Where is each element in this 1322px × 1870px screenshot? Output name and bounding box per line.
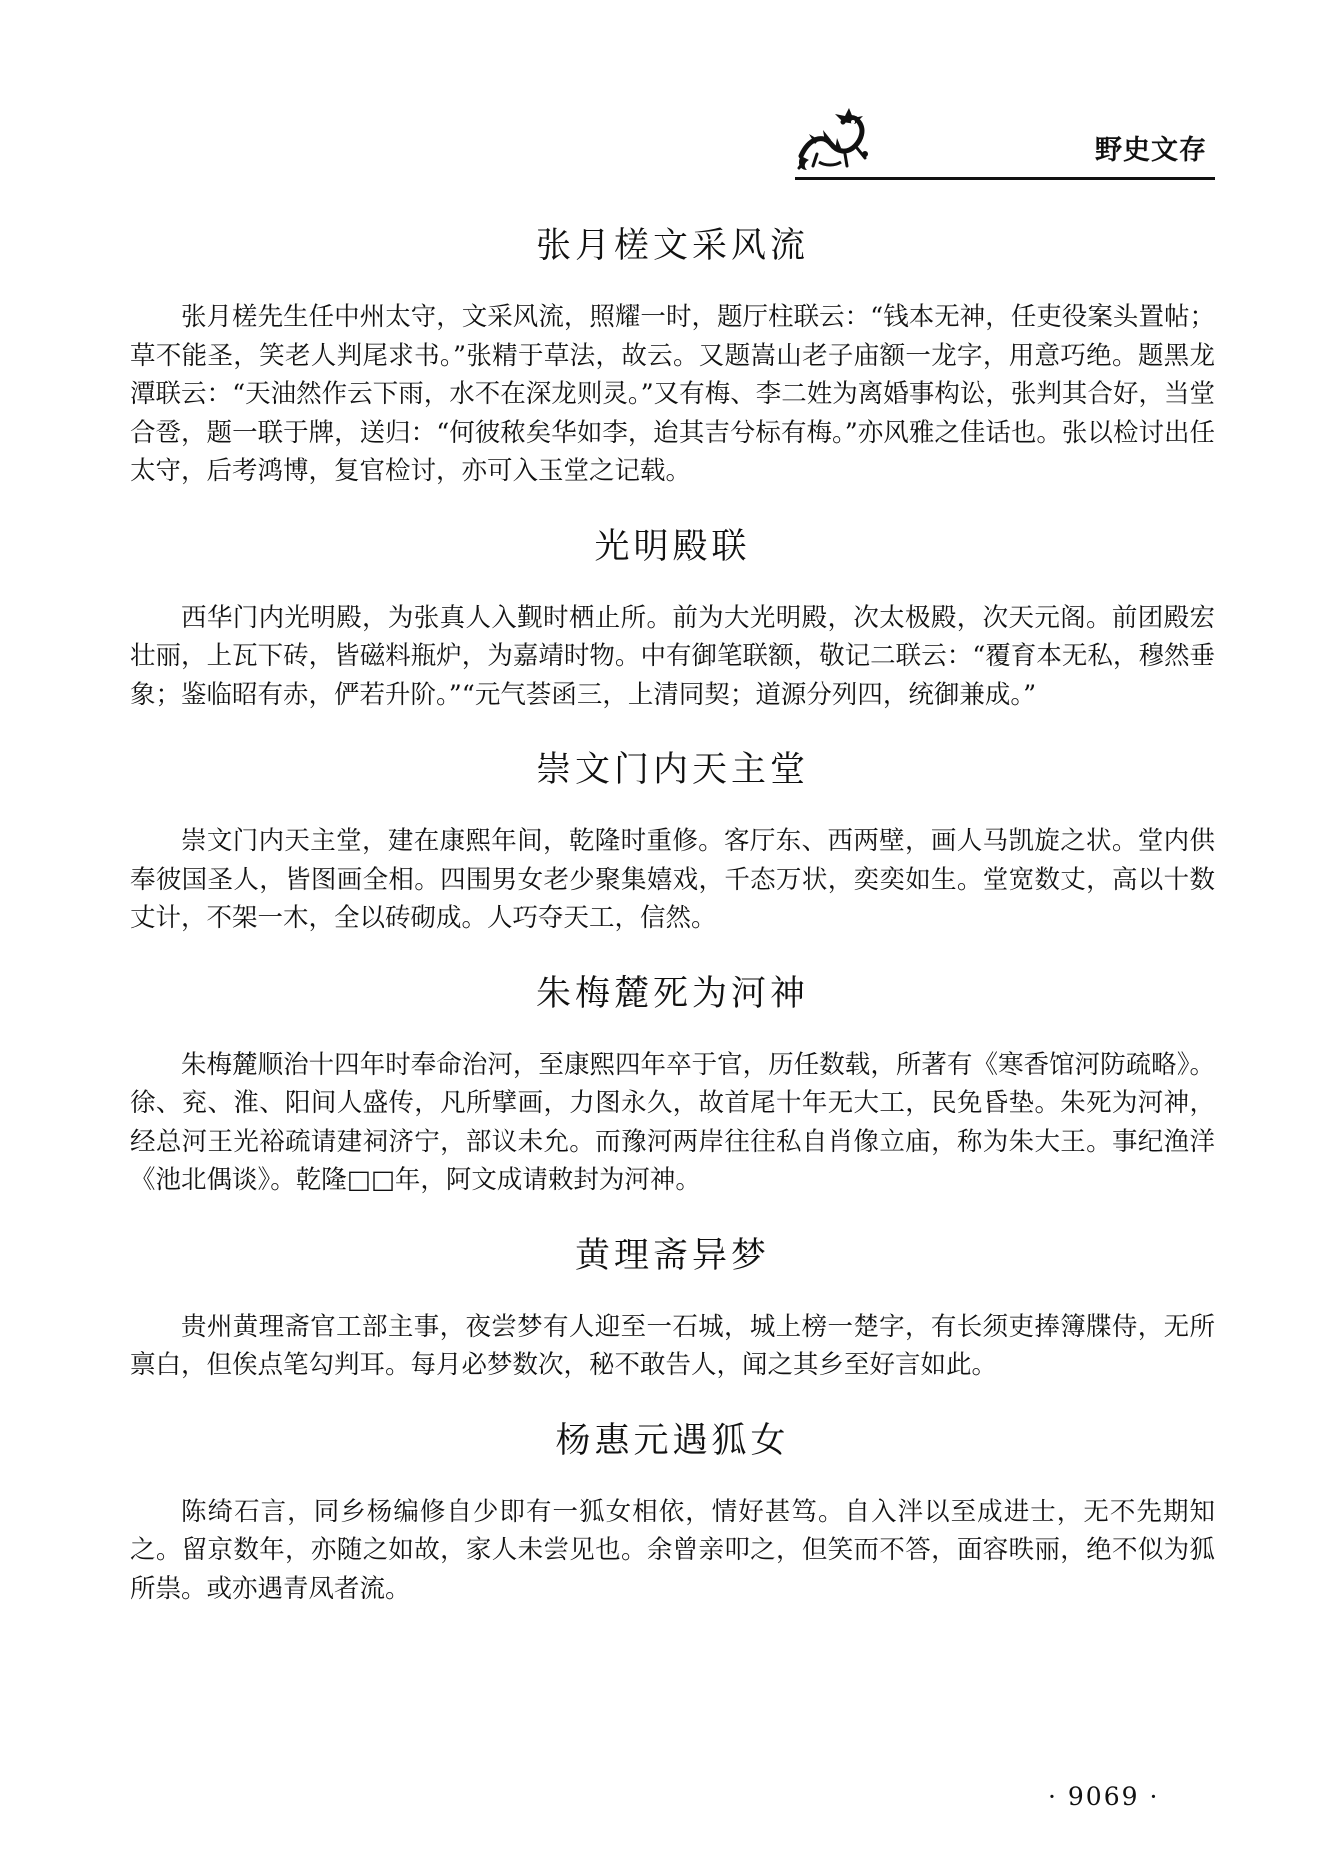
section-body-yang-huiyuan: 陈绮石言，同乡杨编修自少即有一狐女相依，情好甚笃。自入泮以至成进士，无不先期知之。留京数年，亦随之如故，家人未尝见也。余曾亲叩之，但笑而不答，面容昳丽，绝不似为狐所祟。或亦遇青凤者流。 xyxy=(130,1496,1215,1604)
section-body-zhang-yuecha: 张月槎先生任中州太守，文采风流，照耀一时，题厅柱联云：“钱本无神，任吏役案头置帖；草不能圣，笑老人判尾求书。”张精于草法，故云。又题嵩山老子庙额一龙字，用意巧绝。题黑龙潭联云：“天油然作云下雨，水不在深龙则灵。”又有梅、李二姓为离婚事构讼，张判其合好，当堂合卺，题一联于牌，送归：“何彼秾矣华如李，迨其吉兮标有梅。”亦风雅之佳话也。张以检讨出任太守，后考鸿博，复官检讨，亦可入玉堂之记载。 xyxy=(130,302,1215,486)
section-title-zhang-yuecha: 张月槎文采风流 xyxy=(535,226,809,266)
section-title-guangming-hall: 光明殿联 xyxy=(594,526,751,567)
section-body-zhu-meilu: 朱梅麓顺治十四年时奉命治河，至康熙四年卒于官，历任数载，所著有《寒香馆河防疏略》。徐、兖、淮、阳间人盛传，凡所擘画，力图永久，故首尾十年无大工，民免昏垫。朱死为河神，经总河王光裕疏请建祠济宁，部议未允。而豫河两岸往往私自肖像立庙，称为朱大王。事纪渔洋《池北偶谈》。乾隆□□年，阿文成请敕封为河神。 xyxy=(130,1049,1215,1195)
section-body-catholic-church: 崇文门内天主堂，建在康熙年间，乾隆时重修。客厅东、西两壁，画人马凯旋之状。堂内供奉彼国圣人，皆图画全相。四围男女老少聚集嬉戏，千态万状，奕奕如生。堂宽数丈，高以十数丈计，不架一木，全以砖砌成。人巧夺天工，信然。 xyxy=(130,826,1215,933)
section-body-huang-lizhai: 贵州黄理斋官工部主事，夜尝梦有人迎至一石城，城上榜一楚字，有长须吏捧簿牒侍，无所禀白，但俟点笔勾判耳。每月必梦数次，秘不敢告人，闻之其乡至好言如此。 xyxy=(130,1311,1215,1380)
series-title: 野史文存 xyxy=(1095,135,1207,166)
section-title-zhu-meilu: 朱梅麓死为河神 xyxy=(535,973,809,1014)
page-content xyxy=(130,218,1215,1608)
section-title-yang-huiyuan: 杨惠元遇狐女 xyxy=(555,1420,790,1461)
section-body-guangming-hall: 西华门内光明殿，为张真人入觐时栖止所。前为大光明殿，次太极殿，次天元阁。前团殿宏壮丽，上瓦下砖，皆磁料瓶炉，为嘉靖时物。中有御笔联额，敬记二联云：“覆育本无私，穆然垂象；鉴临昭有赤，俨若升阶。”“元气荟函三，上清同契；道源分列四，统御兼成。” xyxy=(130,602,1215,710)
page-number: · 9069 · xyxy=(1048,1782,1160,1811)
dragon-emblem-icon xyxy=(795,104,873,174)
section-title-catholic-church: 崇文门内天主堂 xyxy=(535,750,809,790)
section-title-huang-lizhai: 黄理斋异梦 xyxy=(574,1235,770,1276)
page-header xyxy=(795,100,1215,180)
header-rule xyxy=(795,177,1215,180)
